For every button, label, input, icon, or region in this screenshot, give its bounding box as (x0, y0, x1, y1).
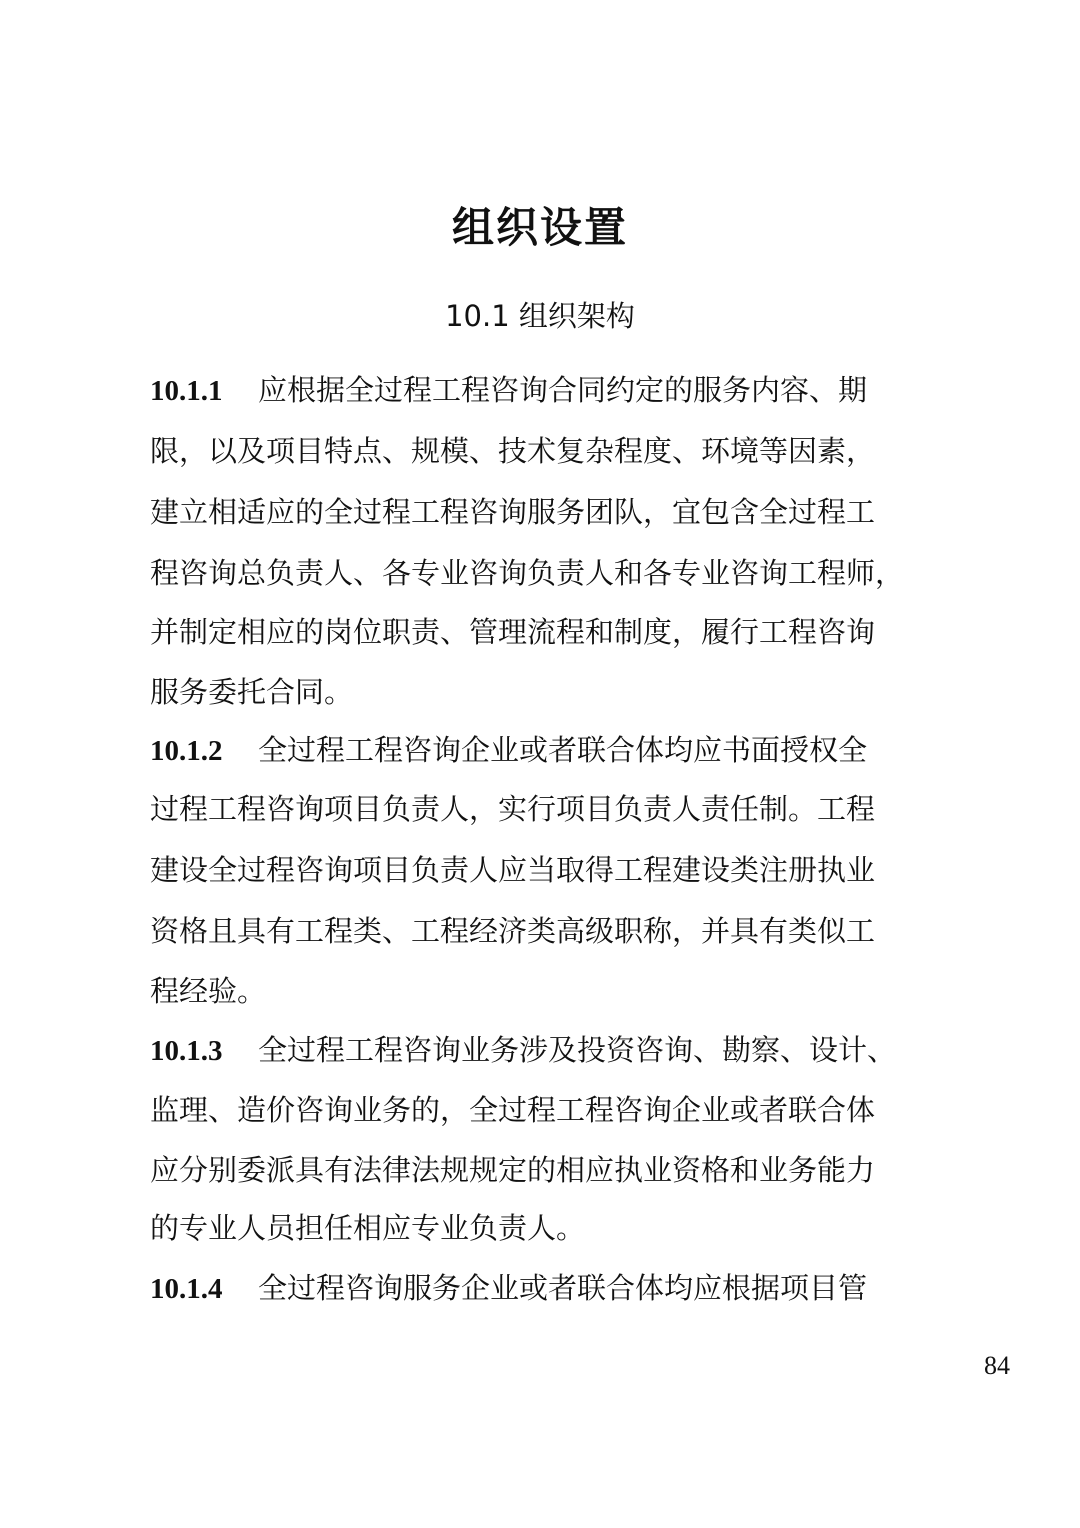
page-number: 84 (984, 1351, 1010, 1380)
clause-number: 10.1.1 (150, 375, 223, 407)
section-heading: 10.1 组织架构 (445, 299, 635, 333)
clause-line (150, 1020, 896, 1080)
clause-text: 全过程工程咨询企业或者联合体均应书面授权全 (258, 733, 868, 767)
clause-text: 应根据全过程工程咨询合同约定的服务内容、期 (258, 373, 868, 407)
clause-line: 资格且具有工程类、工程经济类高级职称，并具有类似工 (150, 914, 876, 948)
clause-line (150, 1258, 867, 1318)
clause-line (150, 720, 867, 780)
clause-line: 程咨询总负责人、各专业咨询负责人和各专业咨询工程师， (150, 556, 905, 590)
clause-text: 全过程咨询服务企业或者联合体均应根据项目管 (258, 1271, 868, 1305)
page-title: 组织设置 (451, 203, 628, 252)
clause-line: 服务委托合同。 (150, 675, 354, 709)
clause-line: 并制定相应的岗位职责、管理流程和制度，履行工程咨询 (150, 615, 876, 649)
clause-line: 建设全过程咨询项目负责人应当取得工程建设类注册执业 (150, 853, 876, 887)
clause-line: 应分别委派具有法律法规规定的相应执业资格和业务能力 (150, 1153, 876, 1187)
clause-text: 全过程工程咨询业务涉及投资咨询、勘察、设计、 (258, 1033, 897, 1067)
clause-line: 限，以及项目特点、规模、技术复杂程度、环境等因素， (150, 434, 876, 468)
clause-number: 10.1.2 (150, 735, 223, 767)
clause-number: 10.1.4 (150, 1273, 223, 1305)
clause-line: 监理、造价咨询业务的，全过程工程咨询企业或者联合体 (150, 1093, 876, 1127)
clause-line: 程经验。 (150, 974, 267, 1008)
clause-number: 10.1.3 (150, 1035, 223, 1067)
clause-line (150, 360, 867, 420)
clause-line: 过程工程咨询项目负责人，实行项目负责人责任制。工程 (150, 792, 876, 826)
clause-line: 建立相适应的全过程工程咨询服务团队，宜包含全过程工 (150, 495, 876, 529)
clause-line: 的专业人员担任相应专业负责人。 (150, 1211, 586, 1245)
